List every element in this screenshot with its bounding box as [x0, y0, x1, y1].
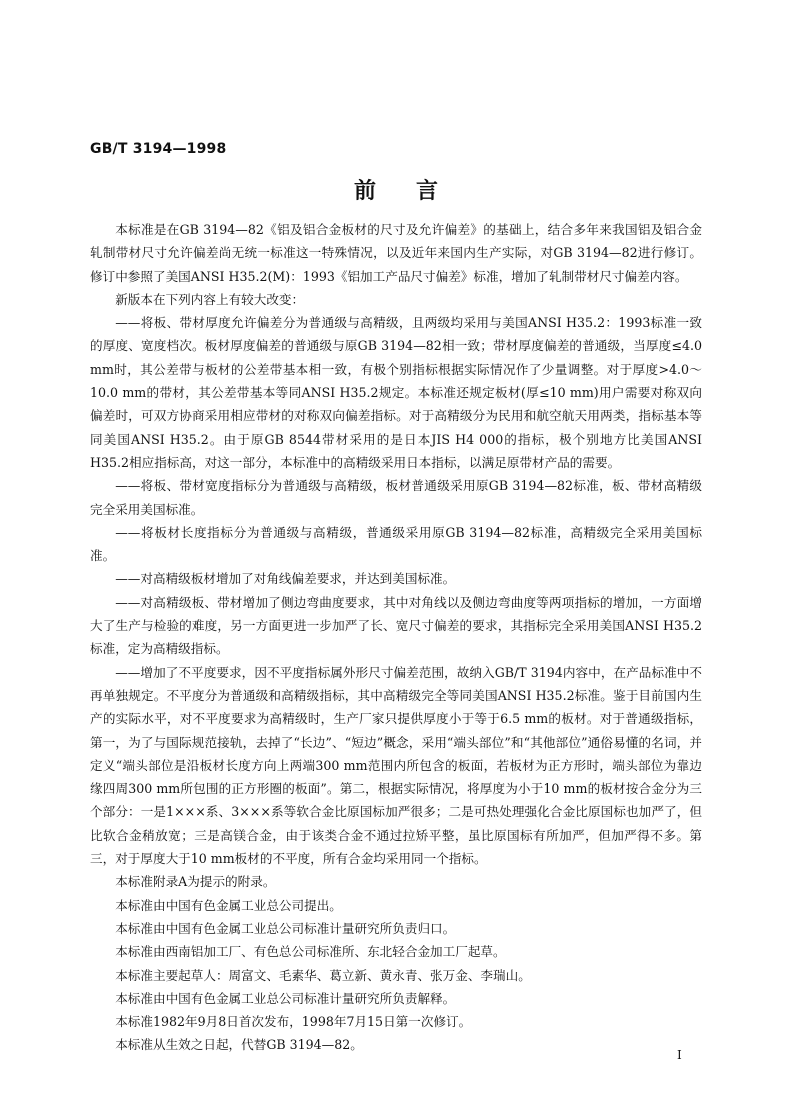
document-body — [90, 218, 702, 1057]
paragraph-drafters: 本标准主要起草人：周富文、毛素华、葛立新、黄永青、张万金、李瑞山。 — [115, 967, 531, 983]
page-title: 前言 — [353, 179, 478, 204]
page-number: I — [677, 1048, 682, 1062]
paragraph-appendix: 本标准附录A为提示的附录。 — [115, 874, 276, 890]
paragraph-width: ——将板、带材宽度指标分为普通级与高精级，板材普通级采用原GB 3194—82标准，板、带材高精级完全采用美国标准。 — [90, 478, 702, 517]
paragraph-history: 本标准1982年9月8日首次发布，1998年7月15日第一次修订。 — [115, 1014, 472, 1030]
standard-number: GB/T 3194—1998 — [90, 141, 227, 157]
paragraph-proposed-by: 本标准由中国有色金属工业总公司提出。 — [115, 897, 342, 913]
paragraph-flatness: ——增加了不平度要求，因不平度指标属外形尺寸偏差范围，故纳入GB/T 3194内容中，在产品标准中不再单独规定。不平度分为普通级和高精级指标，其中高精级完全等同美国ANSI H35.2标准。鉴于目前国内生产的实际水平，对不平度要求为高精级时，生产厂家只提供厚度小于等于6.5 mm的板材。对于普通级指标，第一，为了与国际规范接轨，去掉了“长边”、“短边”概念，采用“端头部位”和“其他部位”通俗易懂的名词，并定义“端头部位是沿板材长度方向上两端300 mm范围内所包含的板面，若板材为正方形时，端头部位为靠边缘四周300 mm所包围的正方形圈的板面”。第二，根据实际情况，将厚度为小于10 mm的板材按合金分为三个部分：一是1×××系、3×××系等软合金比原国标加严很多；二是可热处理强化合金比原国标也加严了，但比软合金稍放宽；三是高镁合金，由于该类合金不通过拉矫平整，虽比原国标有所加严，但加严得不多。第三，对于厚度大于10 mm板材的不平度，所有合金均采用同一个指标。 — [90, 664, 702, 867]
paragraph-thickness: ——将板、带材厚度允许偏差分为普通级与高精级，且两级均采用与美国ANSI H35.2：1993标准一致的厚度、宽度档次。板材厚度偏差的普通级与原GB 3194—82相一致；带材厚度偏差的普通级，当厚度≤4.0 mm时，其公差带与板材的公差带基本相一致，有极个别指标根据实际情况作了少量调整。对于厚度>4.0～10.0 mm的带材，其公差带基本等同ANSI H35.2规定。本标准还规定板材(厚≤10 mm)用户需要对称双向偏差时，可双方协商采用相应带材的对称双向偏差指标。对于高精级分为民用和航空航天用两类，指标基本等同美国ANSI H35.2。由于原GB 8544带材采用的是日本JIS H4 000的指标，极个别地方比美国ANSI H35.2相应指标高，对这一部分，本标准中的高精级采用日本指标，以满足原带材产品的需要。 — [90, 315, 702, 470]
paragraph-changes-lead: 新版本在下列内容上有较大改变： — [115, 291, 305, 307]
paragraph-diagonal: ——对高精级板材增加了对角线偏差要求，并达到美国标准。 — [115, 571, 456, 587]
paragraph-interpreted-by: 本标准由中国有色金属工业总公司标准计量研究所负责解释。 — [115, 990, 456, 1006]
paragraph-drafted-by: 本标准由西南铝加工厂、有色总公司标准所、东北轻合金加工厂起草。 — [115, 944, 506, 960]
paragraph-centralized-by: 本标准由中国有色金属工业总公司标准计量研究所负责归口。 — [115, 920, 456, 936]
paragraph-replaces: 本标准从生效之日起，代替GB 3194—82。 — [115, 1037, 363, 1053]
paragraph-camber: ——对高精级板、带材增加了侧边弯曲度要求，其中对角线以及侧边弯曲度等两项指标的增加，一方面增大了生产与检验的难度，另一方面更进一步加严了长、宽尺寸偏差的要求，其指标完全采用美国ANSI H35.2标准，定为高精级指标。 — [90, 594, 702, 657]
paragraph-length: ——将板材长度指标分为普通级与高精级，普通级采用原GB 3194—82标准，高精级完全采用美国标准。 — [90, 524, 702, 564]
paragraph-intro: 本标准是在GB 3194—82《铝及铝合金板材的尺寸及允许偏差》的基础上，结合多年来我国铝及铝合金轧制带材尺寸允许偏差尚无统一标准这一特殊情况，以及近年来国内生产实际，对GB 3194—82进行修订。修订中参照了美国ANSI H35.2(M)：1993《铝加工产品尺寸偏差》标准，增加了轧制带材尺寸偏差内容。 — [90, 222, 702, 284]
